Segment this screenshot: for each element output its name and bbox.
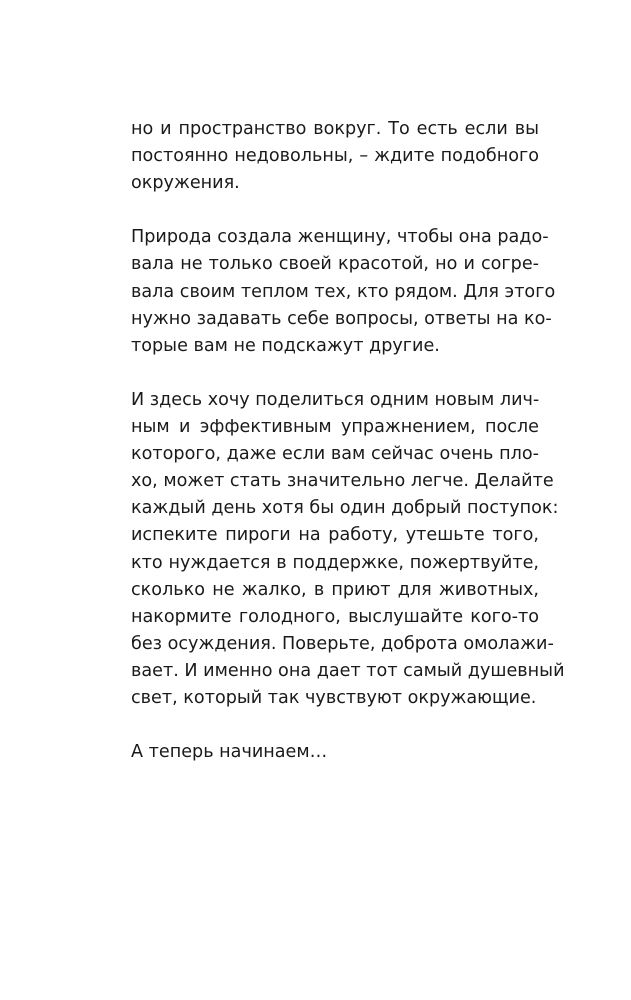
text-line: вала не только своей красотой, но и согре- (131, 254, 539, 275)
paragraph-2 (131, 224, 556, 359)
text-line: накормите голодного, выслушайте кого-то (131, 606, 539, 627)
paragraph-1 (131, 116, 539, 197)
paragraph-4 (131, 739, 539, 766)
text-line: но и пространство вокруг. То есть если вы (131, 119, 539, 139)
text-line: постоянно недовольны, – ждите подобного (131, 146, 539, 167)
text-line: И здесь хочу поделиться одним новым лич- (131, 389, 540, 410)
text-line: кто нуждается в поддержке, пожертвуйте, (131, 552, 539, 573)
text-line: ным и эффективным упражнением, после (131, 417, 539, 438)
text-line: торые вам не подскажут другие. (131, 335, 440, 356)
text-line: свет, который так чувствуют окружающие. (131, 687, 537, 708)
text-line: хо, может стать значительно легче. Делайте (131, 471, 554, 492)
paragraph-3 (131, 387, 565, 712)
text-line: которого, даже если вам сейчас очень пло- (131, 444, 539, 465)
text-line: вает. И именно она дает тот самый душевный (131, 660, 565, 681)
text-line: окружения. (131, 173, 240, 194)
text-line: без осуждения. Поверьте, доброта омолажи- (131, 633, 554, 654)
text-line: вала своим теплом тех, кто рядом. Для этого (131, 281, 556, 302)
text-line: испеките пироги на работу, утешьте того, (131, 525, 539, 546)
text-line: сколько не жалко, в приют для животных, (131, 579, 539, 600)
text-line: Природа создала женщину, чтобы она радо- (131, 227, 549, 248)
text-line: А теперь начинаем… (131, 742, 328, 763)
body-text (131, 116, 565, 793)
text-line: каждый день хотя бы один добрый поступок: (131, 498, 559, 519)
text-line: нужно задавать себе вопросы, ответы на ко- (131, 308, 552, 329)
